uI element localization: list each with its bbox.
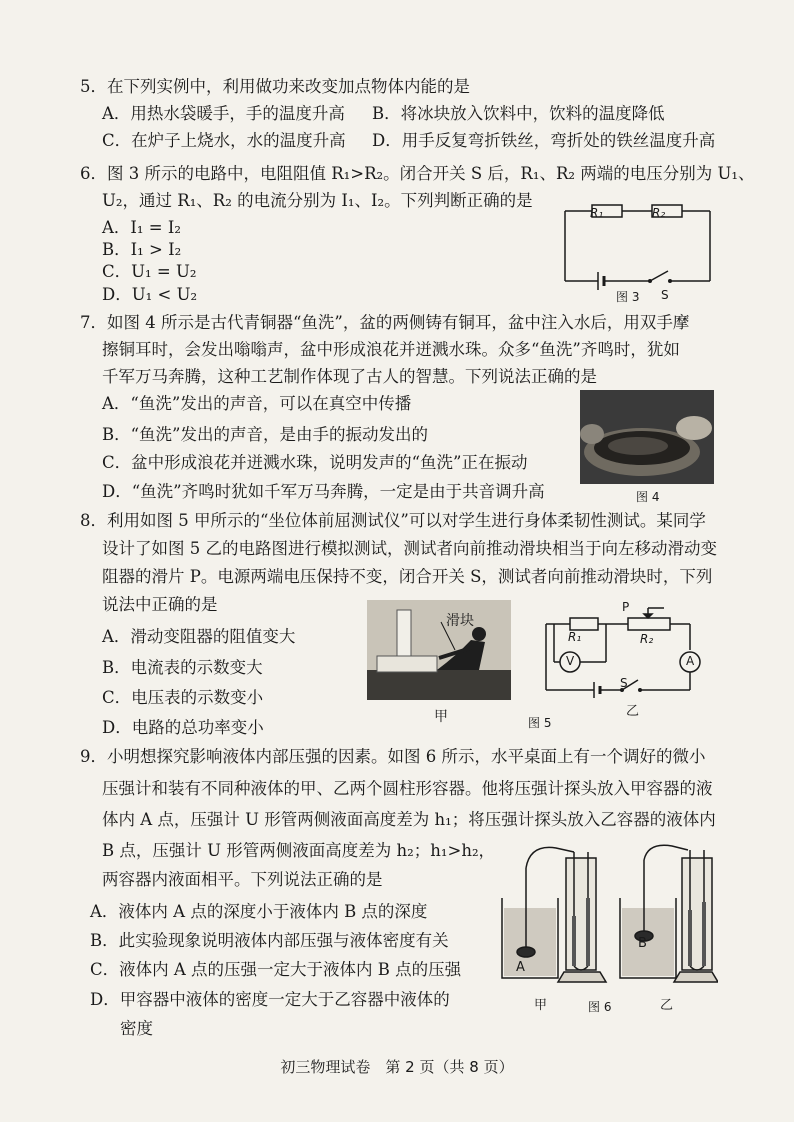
q6-option-b: B．I₁ > I₂ bbox=[102, 240, 182, 259]
q9-option-a: A．液体内 A 点的深度小于液体内 B 点的深度 bbox=[90, 902, 428, 921]
q7-option-d: D．“鱼洗”齐鸣时犹如千军万马奔腾，一定是由于共音调升高 bbox=[102, 482, 545, 501]
fig6-point-a: A bbox=[516, 960, 525, 975]
q5-option-c: C．在炉子上烧水，水的温度升高 bbox=[102, 131, 346, 150]
fig5-ammeter-label: A bbox=[686, 654, 695, 668]
fig5-voltmeter-label: V bbox=[566, 654, 575, 668]
fig3-caption: 图 3 bbox=[616, 290, 640, 304]
q9-line-5: 两容器内液面相平。下列说法正确的是 bbox=[102, 870, 383, 889]
figure-6-pressure-setup bbox=[496, 838, 718, 990]
fig5-yi-label: 乙 bbox=[626, 704, 640, 719]
q9-line-1: 9．小明想探究影响液体内部压强的因素。如图 6 所示，水平桌面上有一个调好的微小 bbox=[80, 747, 706, 766]
fig3-r1-label: R₁ bbox=[590, 206, 604, 220]
fig6-point-b: B bbox=[638, 936, 647, 951]
fig5-caption: 图 5 bbox=[528, 716, 552, 730]
q6-line-1: 6．图 3 所示的电路中，电阻阻值 R₁>R₂。闭合开关 S 后，R₁、R₂ 两端的电压分别为 U₁、 bbox=[80, 164, 755, 183]
q8-option-b: B．电流表的示数变大 bbox=[102, 658, 263, 677]
q8-line-4: 说法中正确的是 bbox=[102, 595, 218, 614]
q5-option-d: D．用手反复弯折铁丝，弯折处的铁丝温度升高 bbox=[372, 131, 716, 150]
q6-option-d: D．U₁ < U₂ bbox=[102, 285, 198, 304]
q9-line-4: B 点，压强计 U 形管两侧液面高度差为 h₂；h₁>h₂， bbox=[102, 841, 496, 860]
fig3-r2-label: R₂ bbox=[652, 206, 666, 220]
q9-line-2: 压强计和装有不同种液体的甲、乙两个圆柱形容器。他将压强计探头放入甲容器的液 bbox=[102, 779, 713, 798]
q8-option-a: A．滑动变阻器的阻值变大 bbox=[102, 627, 296, 646]
q8-option-d: D．电路的总功率变小 bbox=[102, 718, 264, 737]
q7-line-3: 千军万马奔腾，这种工艺制作体现了古人的智慧。下列说法正确的是 bbox=[102, 367, 597, 386]
q7-line-1: 7．如图 4 所示是古代青铜器“鱼洗”，盆的两侧铸有铜耳，盆中注入水后，用双手摩 bbox=[80, 313, 690, 332]
fig4-caption: 图 4 bbox=[636, 490, 660, 504]
q5-stem: 5．在下列实例中，利用做功来改变加点物体内能的是 bbox=[80, 77, 470, 96]
q6-line-2: U₂，通过 R₁、R₂ 的电流分别为 I₁、I₂。下列判断正确的是 bbox=[102, 191, 533, 210]
q9-option-b: B．此实验现象说明液体内部压强与液体密度有关 bbox=[90, 931, 449, 950]
fig5-switch-label: S bbox=[620, 676, 628, 690]
fig6-yi-label: 乙 bbox=[660, 998, 674, 1013]
q6-option-a: A．I₁ = I₂ bbox=[102, 218, 181, 237]
figure-4-photo bbox=[580, 390, 714, 484]
q8-line-1: 8．利用如图 5 甲所示的“坐位体前屈测试仪”可以对学生进行身体柔韧性测试。某同学 bbox=[80, 511, 706, 530]
q8-line-2: 设计了如图 5 乙的电路图进行模拟测试，测试者向前推动滑块相当于向左移动滑动变 bbox=[102, 539, 717, 558]
q8-option-c: C．电压表的示数变小 bbox=[102, 688, 264, 707]
q9-line-3: 体内 A 点，压强计 U 形管两侧液面高度差为 h₁；将压强计探头放入乙容器的液体内 bbox=[102, 810, 716, 829]
q9-option-d-line-2: 密度 bbox=[120, 1019, 153, 1038]
fig6-jia-label: 甲 bbox=[534, 998, 548, 1013]
fig5-slider-label: 滑块 bbox=[446, 613, 474, 629]
q5-option-a: A．用热水袋暖手，手的温度升高 bbox=[102, 104, 345, 123]
q7-option-a: A．“鱼洗”发出的声音，可以在真空中传播 bbox=[102, 394, 412, 413]
fig6-caption: 图 6 bbox=[588, 1000, 612, 1014]
figure-3-circuit bbox=[560, 196, 720, 304]
q5-option-b: B．将冰块放入饮料中，饮料的温度降低 bbox=[372, 104, 665, 123]
page-footer: 初三物理试卷 第 2 页（共 8 页） bbox=[280, 1058, 514, 1076]
q9-option-c: C．液体内 A 点的压强一定大于液体内 B 点的压强 bbox=[90, 960, 462, 979]
fig5-r1-label: R₁ bbox=[568, 630, 582, 644]
fig5-r2-label: R₂ bbox=[640, 632, 654, 646]
figure-5-jia-photo bbox=[367, 600, 511, 700]
q6-option-c: C．U₁ = U₂ bbox=[102, 262, 197, 281]
fig5-jia-label: 甲 bbox=[434, 709, 448, 725]
q7-option-c: C．盆中形成浪花并迸溅水珠，说明发声的“鱼洗”正在振动 bbox=[102, 453, 528, 472]
q8-line-3: 阻器的滑片 P。电源两端电压保持不变，闭合开关 S，测试者向前推动滑块时，下列 bbox=[102, 567, 713, 586]
fig5-p-label: P bbox=[622, 600, 630, 614]
q7-line-2: 擦铜耳时，会发出嗡嗡声，盆中形成浪花并迸溅水珠。众多“鱼洗”齐鸣时，犹如 bbox=[102, 340, 680, 359]
q7-option-b: B．“鱼洗”发出的声音，是由手的振动发出的 bbox=[102, 425, 428, 444]
q9-option-d-line-1: D．甲容器中液体的密度一定大于乙容器中液体的 bbox=[90, 990, 450, 1009]
fig3-switch-label: S bbox=[661, 288, 669, 302]
